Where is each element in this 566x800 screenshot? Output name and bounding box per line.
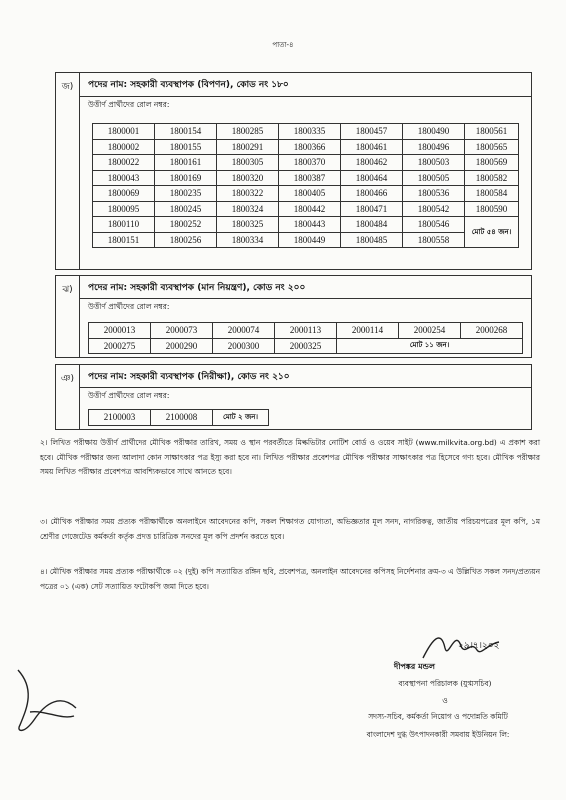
roll-cell: 1800169 <box>155 170 217 186</box>
section-title: পদের নাম: সহকারী ব্যবস্থাপক (নিরীক্ষা), কোড নং ২১০ <box>88 372 290 382</box>
roll-cell: 1800235 <box>155 186 217 202</box>
roll-cell: 2000013 <box>89 323 151 339</box>
roll-cell: 1800320 <box>217 170 279 186</box>
roll-cell: 1800022 <box>93 155 155 171</box>
page-number: পাতা-৪ <box>272 41 294 49</box>
roll-cell: 2000073 <box>151 323 213 339</box>
roll-cell: 2000325 <box>275 338 337 354</box>
roll-cell: 2000114 <box>337 323 399 339</box>
roll-cell: 2100008 <box>151 410 213 426</box>
section-subtitle: উত্তীর্ণ প্রার্থীদের রোল নম্বর: <box>88 302 170 311</box>
table-row <box>89 323 523 339</box>
table-row <box>93 232 519 248</box>
roll-cell: 1800387 <box>279 170 341 186</box>
note-3: ৩। মৌখিক পরীক্ষার সময় প্রত্যক পরীক্ষার্থীকে অনলাইনে আবেদনের কপি, সকল শিক্ষাগত যোগ্যতা, অভিজ্ঞতার মূল সনদ, নাগরিকত্ব, জাতীয় পরিচয়পত্রের মূল কপি, ১ম শ্রেণীর গেজেটেড কর্মকর্তা কর্তৃক প্রদত্ত চারিত্রিক সনদের মূল কপি প্রদর্শন করতে হবে। <box>40 517 540 541</box>
and-separator: ও <box>442 696 448 705</box>
roll-cell: 1800496 <box>403 139 465 155</box>
total-count: মোট ৫৪ জন। <box>465 217 519 248</box>
roll-cell: 1800154 <box>155 124 217 140</box>
roll-cell: 1800252 <box>155 217 217 233</box>
roll-cell: 1800334 <box>217 232 279 248</box>
table-row <box>93 201 519 217</box>
roll-cell: 1800490 <box>403 124 465 140</box>
roll-cell: 2000074 <box>213 323 275 339</box>
designation-2: সদস্য-সচিব, কর্মকর্তা নিয়োগ ও পদোন্নতি কমিটি <box>368 712 508 721</box>
roll-cell: 1800335 <box>279 124 341 140</box>
roll-cell: 1800442 <box>279 201 341 217</box>
roll-cell: 1800464 <box>341 170 403 186</box>
roll-cell: 1800370 <box>279 155 341 171</box>
roll-cell: 1800285 <box>217 124 279 140</box>
section-label: ঞ) <box>56 365 80 429</box>
roll-cell: 1800484 <box>341 217 403 233</box>
roll-cell: 1800536 <box>403 186 465 202</box>
roll-cell: 1800558 <box>403 232 465 248</box>
roll-cell: 1800561 <box>465 124 519 140</box>
roll-cell: 1800256 <box>155 232 217 248</box>
roll-cell: 1800002 <box>93 139 155 155</box>
roll-cell: 1800324 <box>217 201 279 217</box>
roll-cell: 2000268 <box>461 323 523 339</box>
roll-cell: 1800461 <box>341 139 403 155</box>
roll-cell: 1800161 <box>155 155 217 171</box>
roll-cell: 1800151 <box>93 232 155 248</box>
section-label: ঝ) <box>56 276 80 357</box>
handwritten-signature-left <box>6 650 86 740</box>
roll-cell: 1800325 <box>217 217 279 233</box>
table-row <box>89 338 523 354</box>
roll-cell: 1800291 <box>217 139 279 155</box>
roll-cell: 2000275 <box>89 338 151 354</box>
roll-cell: 1800443 <box>279 217 341 233</box>
roll-cell: 1800503 <box>403 155 465 171</box>
roll-cell: 1800449 <box>279 232 341 248</box>
table-row <box>93 217 519 233</box>
roll-cell: 1800457 <box>341 124 403 140</box>
table-row <box>93 186 519 202</box>
roll-cell: 1800584 <box>465 186 519 202</box>
section-audit <box>55 364 532 430</box>
table-row <box>93 124 519 140</box>
roll-cell: 2000300 <box>213 338 275 354</box>
roll-cell: 1800001 <box>93 124 155 140</box>
roll-cell: 1800095 <box>93 201 155 217</box>
roll-cell: 1800565 <box>465 139 519 155</box>
section-subtitle: উত্তীর্ণ প্রার্থীদের রোল নম্বর: <box>88 391 170 400</box>
section-marketing <box>55 72 532 270</box>
section-title: পদের নাম: সহকারী ব্যবস্থাপক (বিপণন), কোড নং ১৮০ <box>88 80 289 90</box>
roll-cell: 1800485 <box>341 232 403 248</box>
roll-cell: 1800466 <box>341 186 403 202</box>
roll-cell: 1800110 <box>93 217 155 233</box>
total-count: মোট ২ জন। <box>213 410 269 426</box>
table-row <box>93 139 519 155</box>
section-quality-control <box>55 275 532 358</box>
roll-cell: 1800462 <box>341 155 403 171</box>
roll-table-audit <box>88 409 269 426</box>
table-row <box>93 170 519 186</box>
section-subtitle: উত্তীর্ণ প্রার্থীদের রোল নম্বর: <box>88 100 170 109</box>
roll-cell: 1800542 <box>403 201 465 217</box>
roll-cell: 2000113 <box>275 323 337 339</box>
roll-cell: 1800405 <box>279 186 341 202</box>
roll-cell: 1800505 <box>403 170 465 186</box>
roll-cell: 2000290 <box>151 338 213 354</box>
signature-date: ২৯।৭।২০২ <box>458 641 500 651</box>
roll-cell: 2100003 <box>89 410 151 426</box>
table-row <box>89 410 269 426</box>
roll-cell: 1800155 <box>155 139 217 155</box>
note-4: ৪। মৌখিক পরীক্ষার সময় প্রত্যক পরীক্ষার্থীকে ০২ (দুই) কপি সত্যায়িত রঙ্গিন ছবি, প্রবেশপত্র, অনলাইন আবেদনের কপিসহ নির্দেশনার ক্রম-৩ এ উল্লিখিত সকল সনদ/প্রত্যয়ন পত্রের ০১ (এক) সেট সত্যায়িত ফটোকপি জমা দিতে হবে। <box>40 567 540 591</box>
organization: বাংলাদেশ দুগ্ধ উৎপাদনকারী সমবায় ইউনিয়ন লি: <box>366 730 510 739</box>
roll-cell: 1800305 <box>217 155 279 171</box>
signer-name: দীপঙ্কর মন্ডল <box>394 662 435 671</box>
roll-cell: 1800245 <box>155 201 217 217</box>
roll-cell: 1800582 <box>465 170 519 186</box>
roll-cell: 1800366 <box>279 139 341 155</box>
roll-cell: 1800069 <box>93 186 155 202</box>
roll-cell: 1800546 <box>403 217 465 233</box>
roll-cell: 1800043 <box>93 170 155 186</box>
section-title: পদের নাম: সহকারী ব্যবস্থাপক (মান নিয়ন্ত্রণ), কোড নং ২০০ <box>88 283 306 293</box>
roll-table-quality-control <box>88 322 523 354</box>
roll-cell: 1800569 <box>465 155 519 171</box>
designation-1: ব্যবস্থাপনা পরিচালক (যুগ্মসচিব) <box>398 679 492 688</box>
roll-cell: 2000254 <box>399 323 461 339</box>
roll-cell: 1800590 <box>465 201 519 217</box>
note-2: ২। লিখিত পরীক্ষায় উত্তীর্ণ প্রার্থীদের মৌখিক পরীক্ষার তারিখ, সময় ও স্থান পরবর্তীতে মিল্কভিটার নোটিশ বোর্ড ও ওয়েব সাইট (www.milkvita.org.bd) এ প্রকাশ করা হবে। মৌখিক পরীক্ষার জন্য আলাদা কোন সাক্ষাৎকার পত্র ইস্যু করা হবে না। লিখিত পরীক্ষার প্রবেশপত্র মৌখিক পরীক্ষার সাক্ষাৎকার পত্র হিসেবে গণ্য হবে। মৌখিক পরীক্ষার সময় লিখিত পরীক্ষার প্রবেশপত্র আবশ্যিকভাবে সাথে আনতে হবে। <box>40 438 540 476</box>
table-row <box>93 155 519 171</box>
roll-table-marketing <box>92 123 519 248</box>
total-count: মোট ১১ জন। <box>337 338 523 354</box>
section-label: জ) <box>56 73 80 269</box>
roll-cell: 1800322 <box>217 186 279 202</box>
roll-cell: 1800471 <box>341 201 403 217</box>
